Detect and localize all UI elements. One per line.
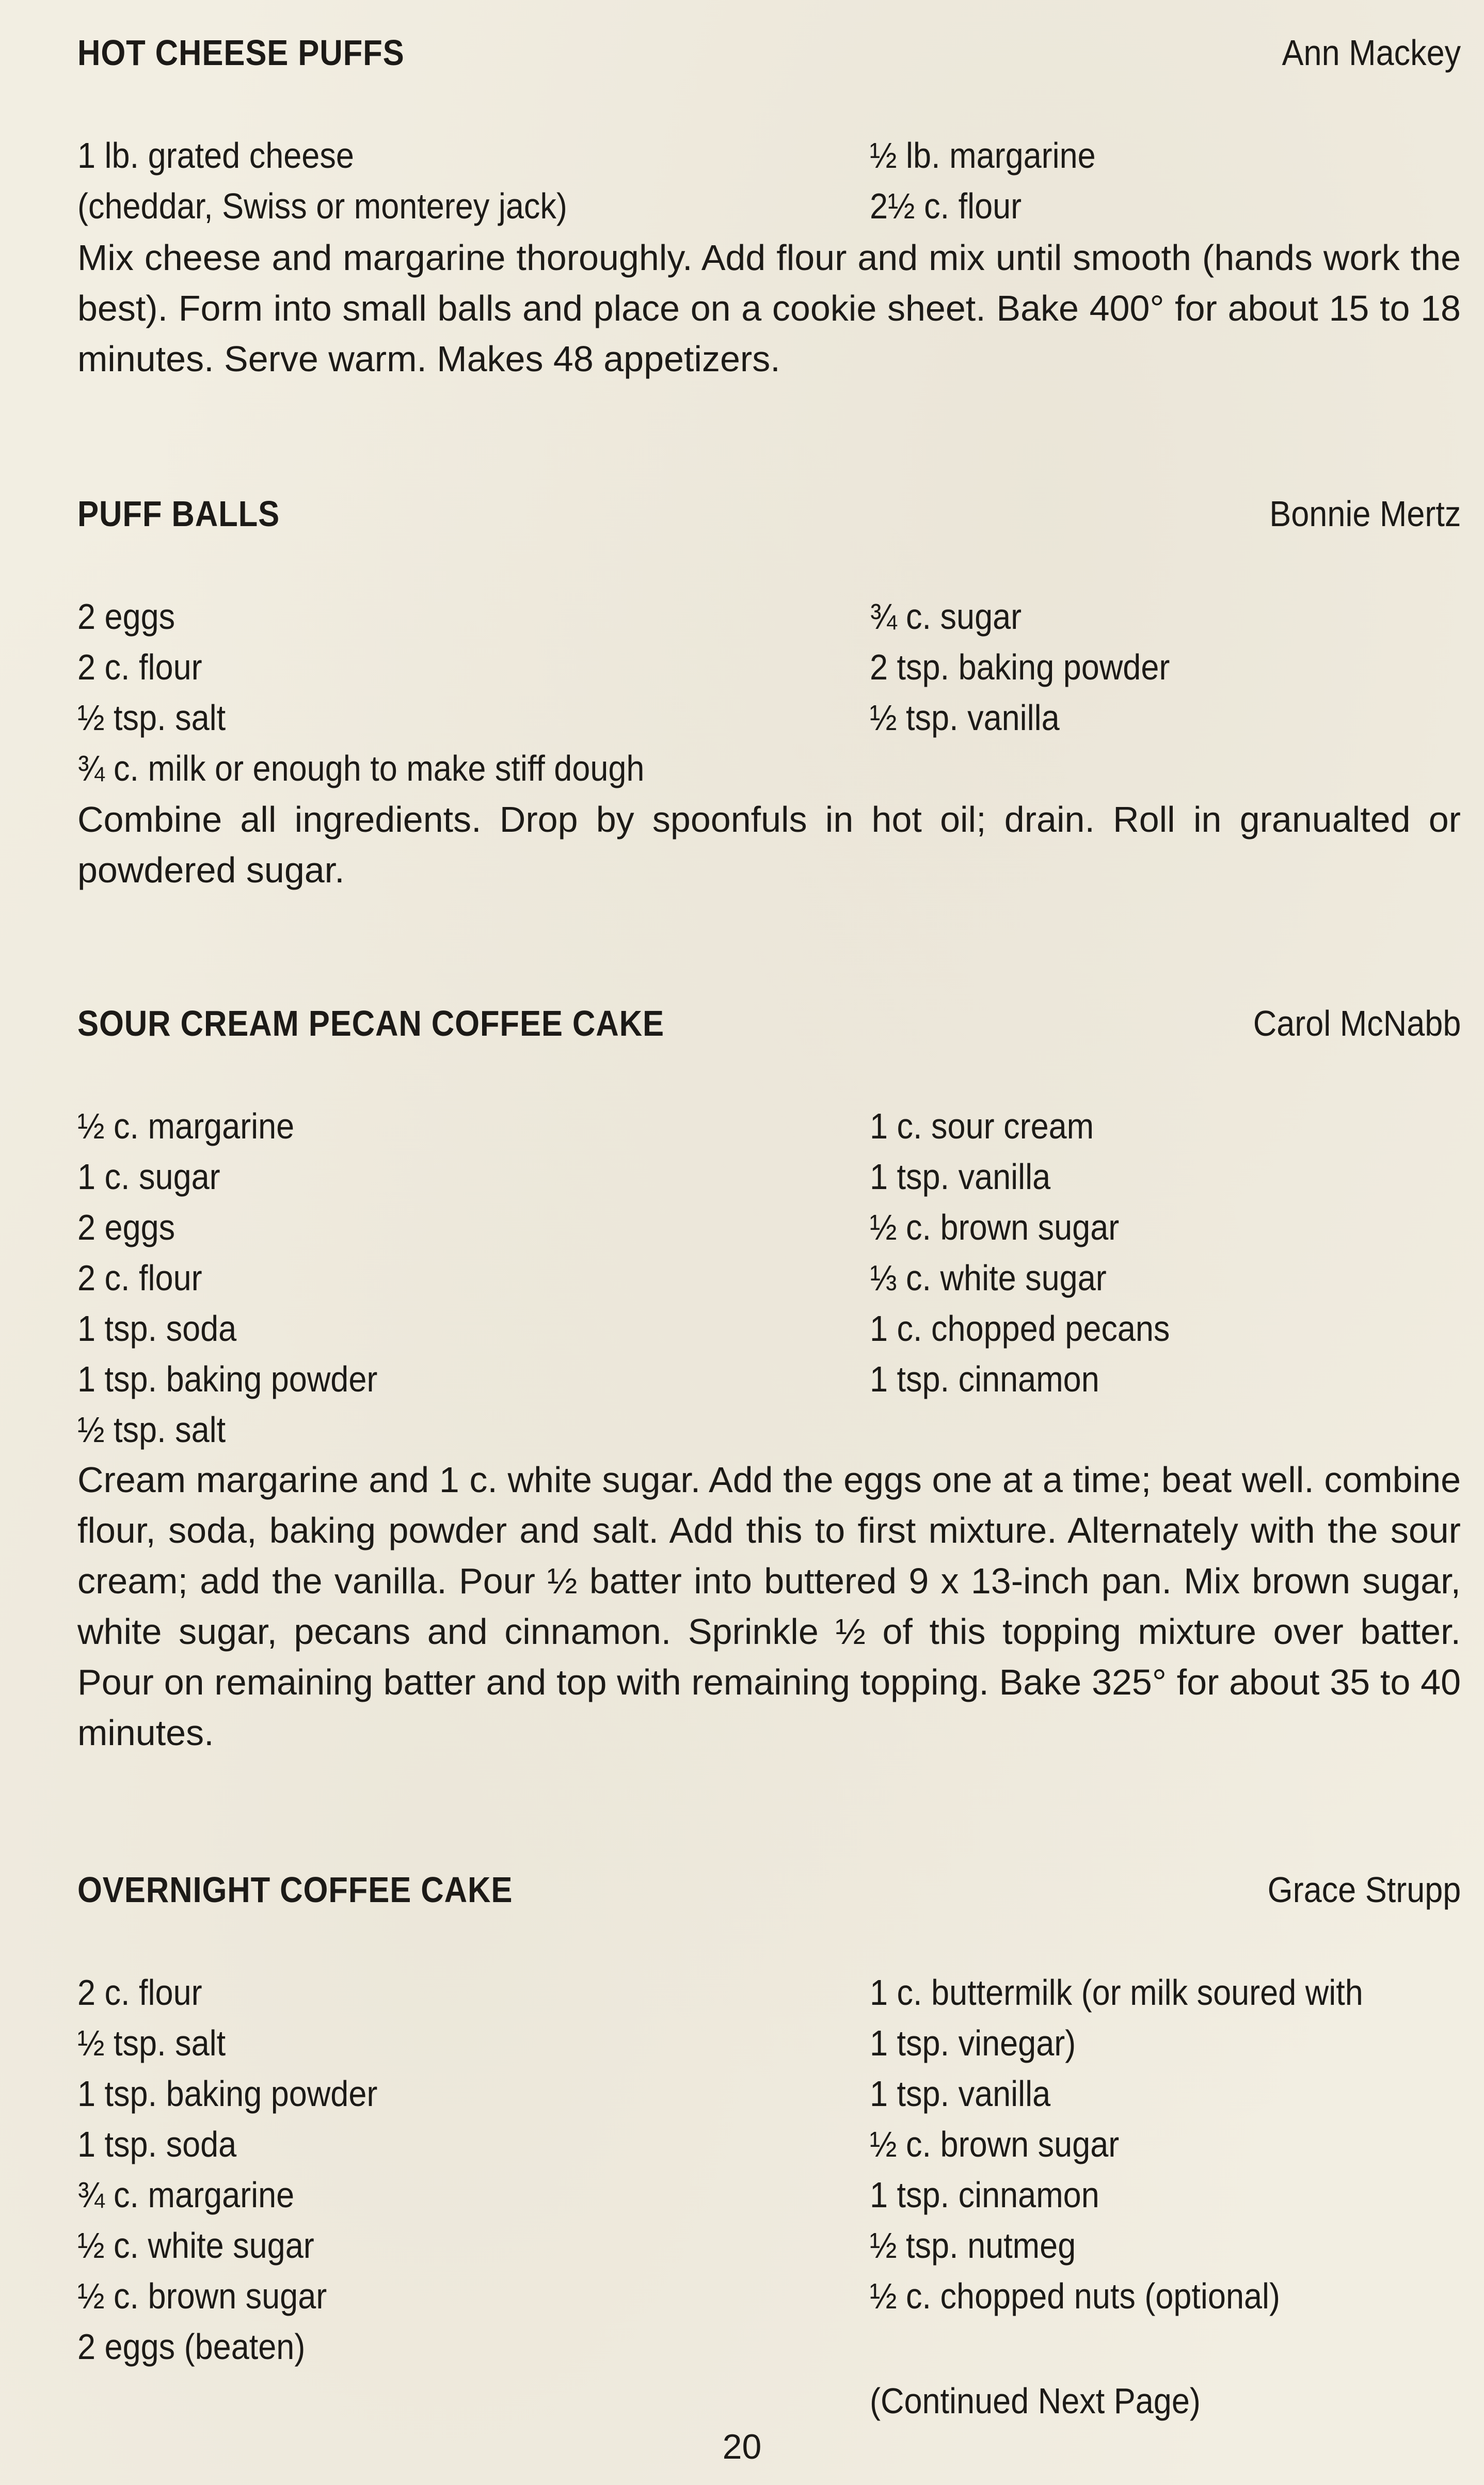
recipe-hot-cheese-puffs [77,32,1461,379]
recipe-title: OVERNIGHT COFFEE CAKE [77,1870,513,1910]
ingredient-left: 2 c. flour [77,1258,202,1298]
ingredient-left: 1 c. sugar [77,1157,220,1197]
ingredient-left: ½ tsp. salt [77,2023,226,2063]
ingredient-left: 1 tsp. baking powder [77,1359,378,1399]
ingredient-left: ½ tsp. salt [77,698,226,738]
ingredient-left: ½ c. white sugar [77,2225,314,2266]
recipe-header [77,1869,1461,1919]
ingredient-right: 1 tsp. vinegar) [870,2023,1076,2063]
ingredient-right: 1 c. buttermilk (or milk soured with [870,1972,1363,2013]
recipe-author: Ann Mackey [1282,33,1461,73]
ingredient-right: ¾ c. sugar [870,596,1022,637]
ingredient-left: ½ c. margarine [77,1106,295,1146]
recipe-header [77,1003,1461,1052]
ingredient-left: ¾ c. milk or enough to make stiff dough [77,748,645,788]
ingredient-left: ½ tsp. salt [77,1410,226,1450]
recipe-directions: Combine all ingredients. Drop by spoonfuls in hot oil; drain. Roll in granualted or powdered sugar. [77,799,1461,890]
ingredient-left: 2 eggs (beaten) [77,2326,306,2367]
ingredient-right: 2½ c. flour [870,186,1022,226]
recipe-author: Carol McNabb [1253,1003,1461,1043]
ingredient-right: 1 tsp. vanilla [870,2074,1051,2114]
recipe-author: Bonnie Mertz [1269,494,1461,534]
ingredient-right: ½ c. brown sugar [870,1207,1120,1247]
recipe-overnight-coffee-cake [77,1869,1461,2367]
recipe-directions: Mix cheese and margarine thoroughly. Add flour and mix until smooth (hands work the best). Form into small balls and place on a cookie sheet. Bake 400° for about 15 to 18 minutes. Serve warm. Makes 48 appetizers. [77,238,1461,379]
recipe-sour-cream-pecan-coffee-cake [77,1003,1461,1753]
recipe-title: PUFF BALLS [77,494,280,534]
ingredient-right: ½ tsp. vanilla [870,698,1060,738]
ingredient-right: 1 c. sour cream [870,1106,1094,1146]
ingredient-right: ½ tsp. nutmeg [870,2225,1076,2266]
ingredient-left: (cheddar, Swiss or monterey jack) [77,186,567,226]
recipe-header [77,32,1461,82]
continued-note: (Continued Next Page) [870,2381,1201,2421]
ingredient-right: 1 tsp. cinnamon [870,1359,1099,1399]
ingredient-left: 1 tsp. soda [77,2124,237,2164]
ingredient-left: 2 eggs [77,1207,175,1247]
ingredient-right: ½ c. chopped nuts (optional) [870,2276,1281,2316]
ingredient-right: ½ c. brown sugar [870,2124,1120,2164]
ingredient-right: 1 tsp. cinnamon [870,2175,1099,2215]
ingredient-right: ½ lb. margarine [870,135,1096,176]
ingredient-right: ⅓ c. white sugar [870,1258,1107,1298]
ingredient-left: 1 tsp. baking powder [77,2074,378,2114]
ingredient-right: 1 tsp. vanilla [870,1157,1051,1197]
recipe-title: SOUR CREAM PECAN COFFEE CAKE [77,1003,664,1043]
ingredient-left: 2 c. flour [77,647,202,687]
recipe-header [77,493,1461,543]
recipe-title: HOT CHEESE PUFFS [77,33,405,73]
page-number: 20 [722,2427,762,2466]
recipe-directions: Cream margarine and 1 c. white sugar. Add the eggs one at a time; beat well. combine flour, soda, baking powder and salt. Add this to first mixture. Alternately with the sour cream; add the vanilla. Pour ½ batter into buttered 9 x 13-inch pan. Mix brown sugar, white sugar, pecans and cinnamon. Sprinkle ½ of this topping mixture over batter. Pour on remaining batter and top with remaining topping. Bake 325° for about 35 to 40 minutes. [77,1460,1461,1753]
ingredient-right: 1 c. chopped pecans [870,1308,1170,1349]
ingredient-left: ¾ c. margarine [77,2175,295,2215]
ingredient-left: ½ c. brown sugar [77,2276,327,2316]
ingredient-right: 2 tsp. baking powder [870,647,1170,687]
ingredient-left: 1 lb. grated cheese [77,135,354,176]
ingredient-left: 2 eggs [77,596,175,637]
ingredient-left: 2 c. flour [77,1972,202,2013]
recipe-author: Grace Strupp [1267,1870,1461,1910]
recipe-puff-balls [77,493,1461,890]
ingredient-left: 1 tsp. soda [77,1308,237,1349]
